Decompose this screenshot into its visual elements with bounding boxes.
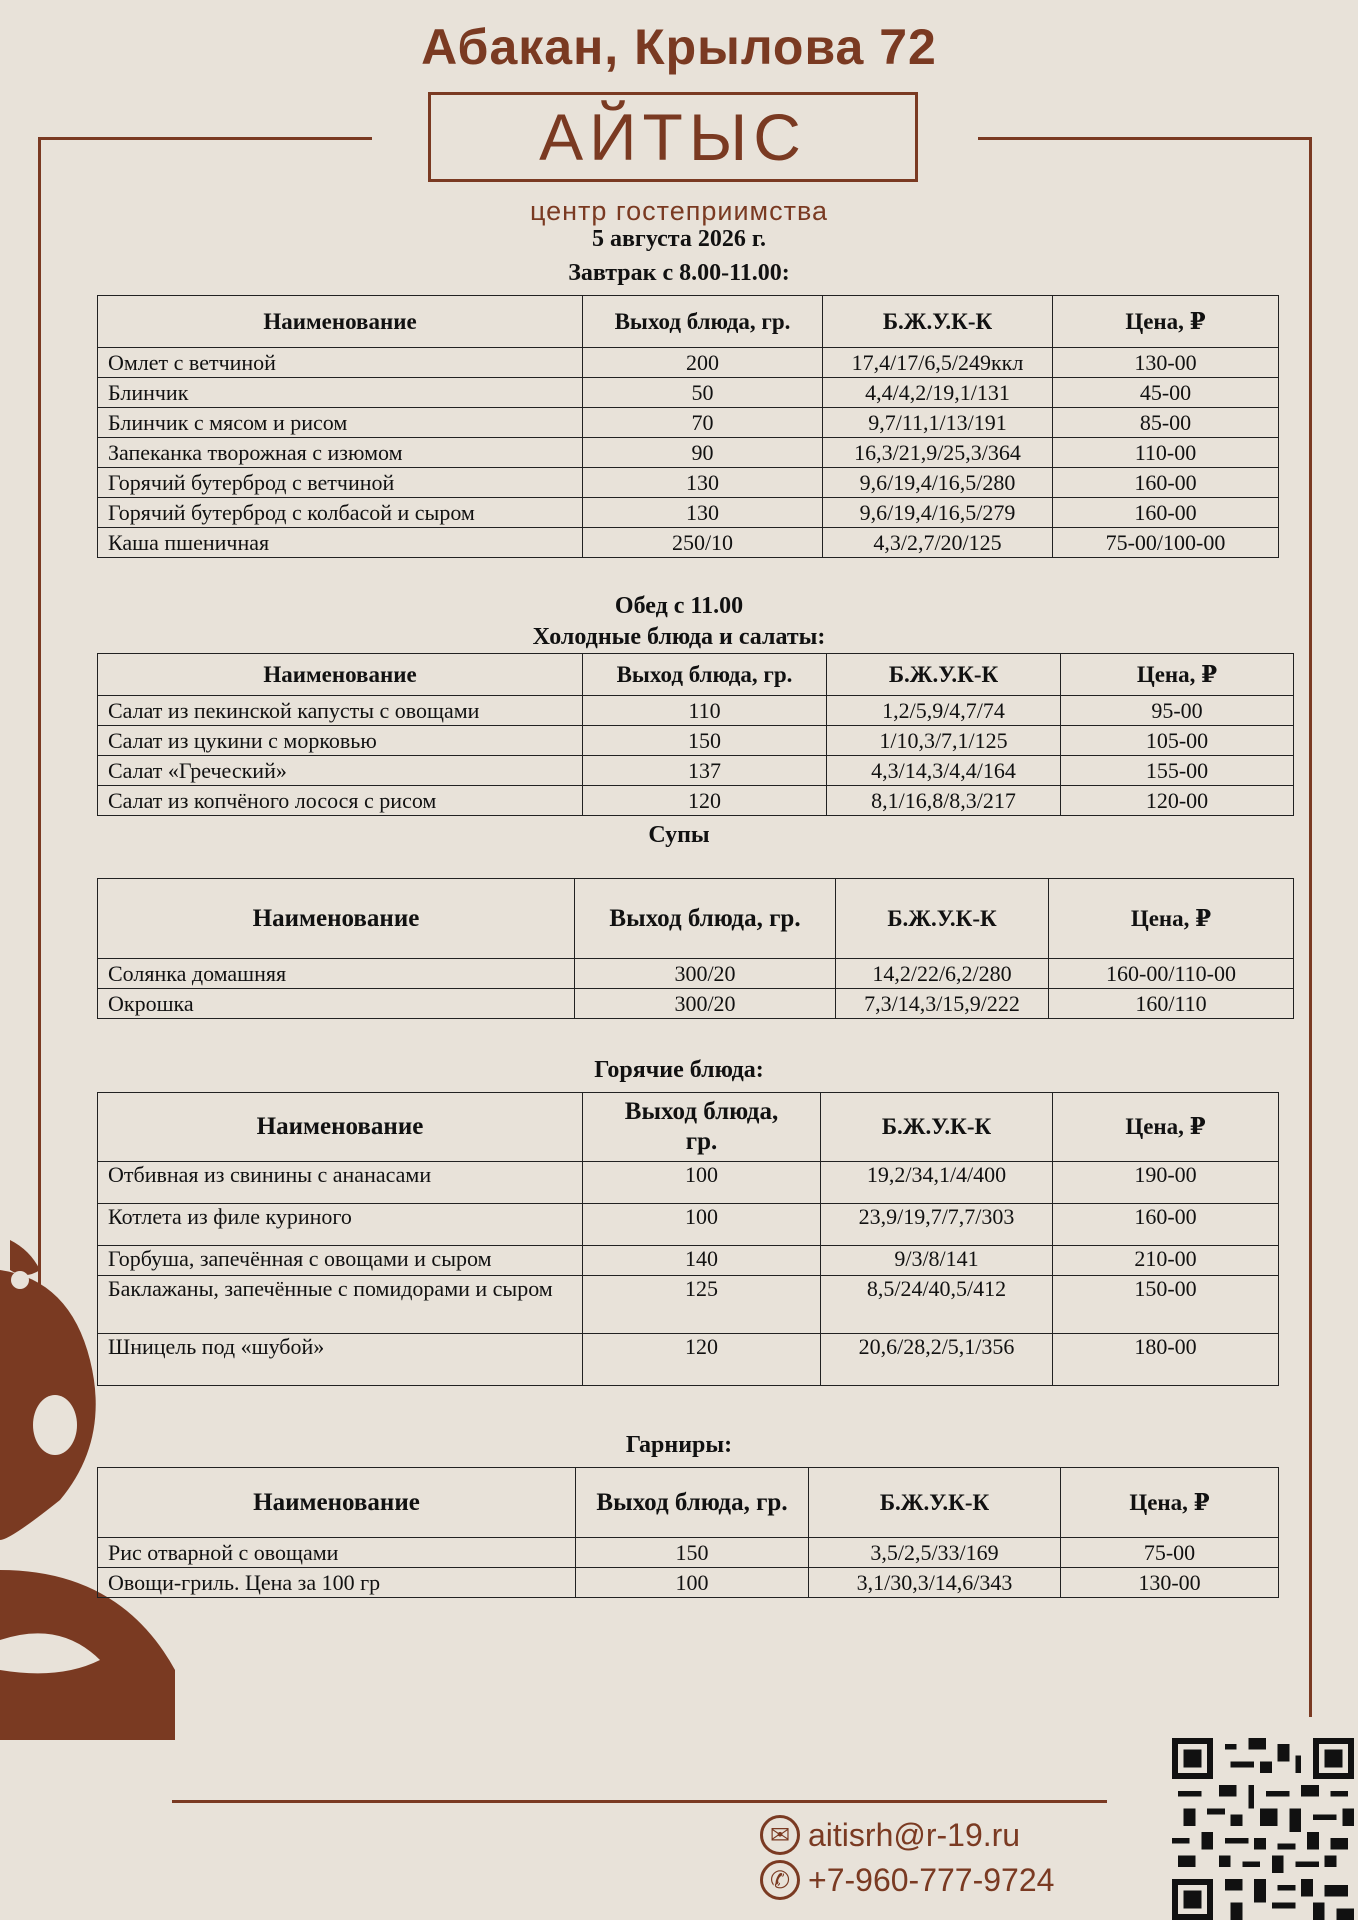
lunch-title: Обед с 11.00 — [614, 593, 744, 619]
dish-bzhu: 19,2/34,1/4/400 — [821, 1162, 1053, 1204]
dish-price: 120-00 — [1061, 786, 1294, 816]
dish-yield: 90 — [583, 438, 823, 468]
col-yield-header: Выход блюда, гр. — [576, 1468, 809, 1538]
table-row — [98, 348, 1279, 378]
dish-price: 150-00 — [1053, 1276, 1279, 1334]
table-row — [98, 468, 1279, 498]
dish-bzhu: 4,3/14,3/4,4/164 — [827, 756, 1061, 786]
dish-price: 75-00 — [1061, 1538, 1279, 1568]
dish-name: Котлета из филе куриного — [98, 1204, 583, 1246]
dish-price: 155-00 — [1061, 756, 1294, 786]
dish-yield: 100 — [583, 1162, 821, 1204]
dish-name: Салат из копчёного лосося с рисом — [98, 786, 583, 816]
breakfast-title: Завтрак с 8.00-11.00: — [568, 260, 790, 286]
dish-yield: 150 — [583, 726, 827, 756]
frame-line-bottom — [172, 1800, 1107, 1803]
dish-yield: 70 — [583, 408, 823, 438]
frame-line-left — [38, 137, 41, 1287]
salads-table — [97, 653, 1294, 816]
dish-yield: 125 — [583, 1276, 821, 1334]
table-row — [98, 959, 1294, 989]
dish-name: Омлет с ветчиной — [98, 348, 583, 378]
table-row — [98, 498, 1279, 528]
dish-name: Солянка домашняя — [98, 959, 575, 989]
dish-price: 190-00 — [1053, 1162, 1279, 1204]
logo-text: АЙТЫС — [539, 100, 807, 174]
breakfast-table — [97, 295, 1279, 558]
table-row — [98, 726, 1294, 756]
col-name-header: Наименование — [98, 879, 575, 959]
dish-bzhu: 9,6/19,4/16,5/280 — [823, 468, 1053, 498]
dish-yield: 120 — [583, 786, 827, 816]
col-yield-header: Выход блюда, гр. — [583, 654, 827, 696]
dish-name: Каша пшеничная — [98, 528, 583, 558]
logo — [428, 92, 918, 182]
dish-price: 210-00 — [1053, 1246, 1279, 1276]
col-price-header: Цена, ₽ — [1049, 879, 1294, 959]
dish-yield: 300/20 — [575, 989, 836, 1019]
dish-bzhu: 9,7/11,1/13/191 — [823, 408, 1053, 438]
dish-yield: 100 — [576, 1568, 809, 1598]
dish-yield: 130 — [583, 498, 823, 528]
email-text: aitisrh@r-19.ru — [808, 1816, 1021, 1853]
phone-contact[interactable] — [760, 1860, 1054, 1900]
dish-bzhu: 4,3/2,7/20/125 — [823, 528, 1053, 558]
hot-table — [97, 1092, 1279, 1386]
table-row — [98, 1334, 1279, 1386]
dish-bzhu: 17,4/17/6,5/249ккл — [823, 348, 1053, 378]
phone-text: +7-960-777-9724 — [808, 1861, 1055, 1898]
dish-yield: 137 — [583, 756, 827, 786]
table-row — [98, 378, 1279, 408]
dish-yield: 200 — [583, 348, 823, 378]
dish-yield: 300/20 — [575, 959, 836, 989]
dish-price: 45-00 — [1053, 378, 1279, 408]
col-bzhu-header: Б.Ж.У.К-К — [827, 654, 1061, 696]
address-title: Абакан, Крылова 72 — [421, 19, 937, 75]
dish-price: 160-00 — [1053, 498, 1279, 528]
soups-table — [97, 878, 1294, 1019]
col-name-header: Наименование — [98, 1093, 583, 1162]
dish-price: 160-00 — [1053, 1204, 1279, 1246]
dish-bzhu: 4,4/4,2/19,1/131 — [823, 378, 1053, 408]
phone-icon: ✆ — [760, 1860, 800, 1900]
dish-yield: 140 — [583, 1246, 821, 1276]
col-yield-header: Выход блюда, гр. — [575, 879, 836, 959]
hot-title: Горячие блюда: — [594, 1057, 764, 1083]
dish-bzhu: 14,2/22/6,2/280 — [836, 959, 1049, 989]
dish-yield: 150 — [576, 1538, 809, 1568]
dish-price: 130-00 — [1061, 1568, 1279, 1598]
dish-name: Салат из цукини с морковью — [98, 726, 583, 756]
dish-yield: 110 — [583, 696, 827, 726]
col-name-header: Наименование — [98, 1468, 576, 1538]
dish-yield: 100 — [583, 1204, 821, 1246]
col-bzhu-header: Б.Ж.У.К-К — [836, 879, 1049, 959]
dish-price: 85-00 — [1053, 408, 1279, 438]
dish-price: 180-00 — [1053, 1334, 1279, 1386]
table-row — [98, 756, 1294, 786]
table-row — [98, 408, 1279, 438]
dish-name: Окрошка — [98, 989, 575, 1019]
frame-line-right — [1309, 137, 1312, 1717]
table-header-row — [98, 1093, 1279, 1162]
table-row — [98, 1162, 1279, 1204]
table-header-row — [98, 296, 1279, 348]
frame-line-top-right — [978, 137, 1312, 140]
tagline: центр гостеприимства — [529, 196, 829, 226]
dish-price: 130-00 — [1053, 348, 1279, 378]
table-row — [98, 438, 1279, 468]
dish-yield: 50 — [583, 378, 823, 408]
dish-bzhu: 1/10,3/7,1/125 — [827, 726, 1061, 756]
dish-price: 160/110 — [1049, 989, 1294, 1019]
col-yield-header: Выход блюда, гр. — [583, 1093, 821, 1162]
table-header-row — [98, 1468, 1279, 1538]
dish-bzhu: 8,1/16,8/8,3/217 — [827, 786, 1061, 816]
table-row — [98, 696, 1294, 726]
dish-bzhu: 9/3/8/141 — [821, 1246, 1053, 1276]
frame-line-top-left — [38, 137, 372, 140]
dish-name: Блинчик с мясом и рисом — [98, 408, 583, 438]
dish-bzhu: 1,2/5,9/4,7/74 — [827, 696, 1061, 726]
col-name-header: Наименование — [98, 654, 583, 696]
menu-date: 5 августа 2026 г. — [591, 226, 767, 252]
dish-bzhu: 16,3/21,9/25,3/364 — [823, 438, 1053, 468]
col-price-header: Цена, ₽ — [1053, 1093, 1279, 1162]
dish-name: Запеканка творожная с изюмом — [98, 438, 583, 468]
col-bzhu-header: Б.Ж.У.К-К — [821, 1093, 1053, 1162]
dish-name: Отбивная из свинины с ананасами — [98, 1162, 583, 1204]
dish-yield: 120 — [583, 1334, 821, 1386]
table-header-row — [98, 654, 1294, 696]
garnish-title: Гарниры: — [625, 1432, 733, 1458]
envelope-icon: ✉ — [760, 1815, 800, 1855]
dish-name: Блинчик — [98, 378, 583, 408]
dish-name: Горячий бутерброд с ветчиной — [98, 468, 583, 498]
table-row — [98, 528, 1279, 558]
dish-name: Рис отварной с овощами — [98, 1538, 576, 1568]
dish-price: 95-00 — [1061, 696, 1294, 726]
col-price-header: Цена, ₽ — [1053, 296, 1279, 348]
table-row — [98, 1568, 1279, 1598]
garnish-table — [97, 1467, 1279, 1598]
table-row — [98, 786, 1294, 816]
dish-bzhu: 23,9/19,7/7,7/303 — [821, 1204, 1053, 1246]
dish-bzhu: 3,5/2,5/33/169 — [809, 1538, 1061, 1568]
table-header-row — [98, 879, 1294, 959]
email-contact[interactable] — [760, 1815, 1020, 1855]
dish-yield: 250/10 — [583, 528, 823, 558]
dish-price: 75-00/100-00 — [1053, 528, 1279, 558]
col-bzhu-header: Б.Ж.У.К-К — [823, 296, 1053, 348]
dish-name: Овощи-гриль. Цена за 100 гр — [98, 1568, 576, 1598]
dish-price: 105-00 — [1061, 726, 1294, 756]
dish-price: 110-00 — [1053, 438, 1279, 468]
dish-bzhu: 3,1/30,3/14,6/343 — [809, 1568, 1061, 1598]
qr-code[interactable] — [1170, 1738, 1356, 1920]
dish-bzhu: 7,3/14,3/15,9/222 — [836, 989, 1049, 1019]
table-row — [98, 1246, 1279, 1276]
dish-name: Шницель под «шубой» — [98, 1334, 583, 1386]
dish-bzhu: 20,6/28,2/5,1/356 — [821, 1334, 1053, 1386]
col-yield-header: Выход блюда, гр. — [583, 296, 823, 348]
dish-name: Горбуша, запечённая с овощами и сыром — [98, 1246, 583, 1276]
soups-title: Супы — [648, 822, 710, 848]
dish-bzhu: 9,6/19,4/16,5/279 — [823, 498, 1053, 528]
table-row — [98, 1204, 1279, 1246]
dish-yield: 130 — [583, 468, 823, 498]
salads-title: Холодные блюда и салаты: — [532, 624, 826, 650]
col-price-header: Цена, ₽ — [1061, 654, 1294, 696]
dish-name: Баклажаны, запечённые с помидорами и сыром — [98, 1276, 583, 1334]
col-name-header: Наименование — [98, 296, 583, 348]
table-row — [98, 989, 1294, 1019]
dish-name: Горячий бутерброд с колбасой и сыром — [98, 498, 583, 528]
dish-name: Салат «Греческий» — [98, 756, 583, 786]
table-row — [98, 1276, 1279, 1334]
dish-name: Салат из пекинской капусты с овощами — [98, 696, 583, 726]
dish-price: 160-00 — [1053, 468, 1279, 498]
col-bzhu-header: Б.Ж.У.К-К — [809, 1468, 1061, 1538]
col-price-header: Цена, ₽ — [1061, 1468, 1279, 1538]
dish-price: 160-00/110-00 — [1049, 959, 1294, 989]
dish-bzhu: 8,5/24/40,5/412 — [821, 1276, 1053, 1334]
table-row — [98, 1538, 1279, 1568]
